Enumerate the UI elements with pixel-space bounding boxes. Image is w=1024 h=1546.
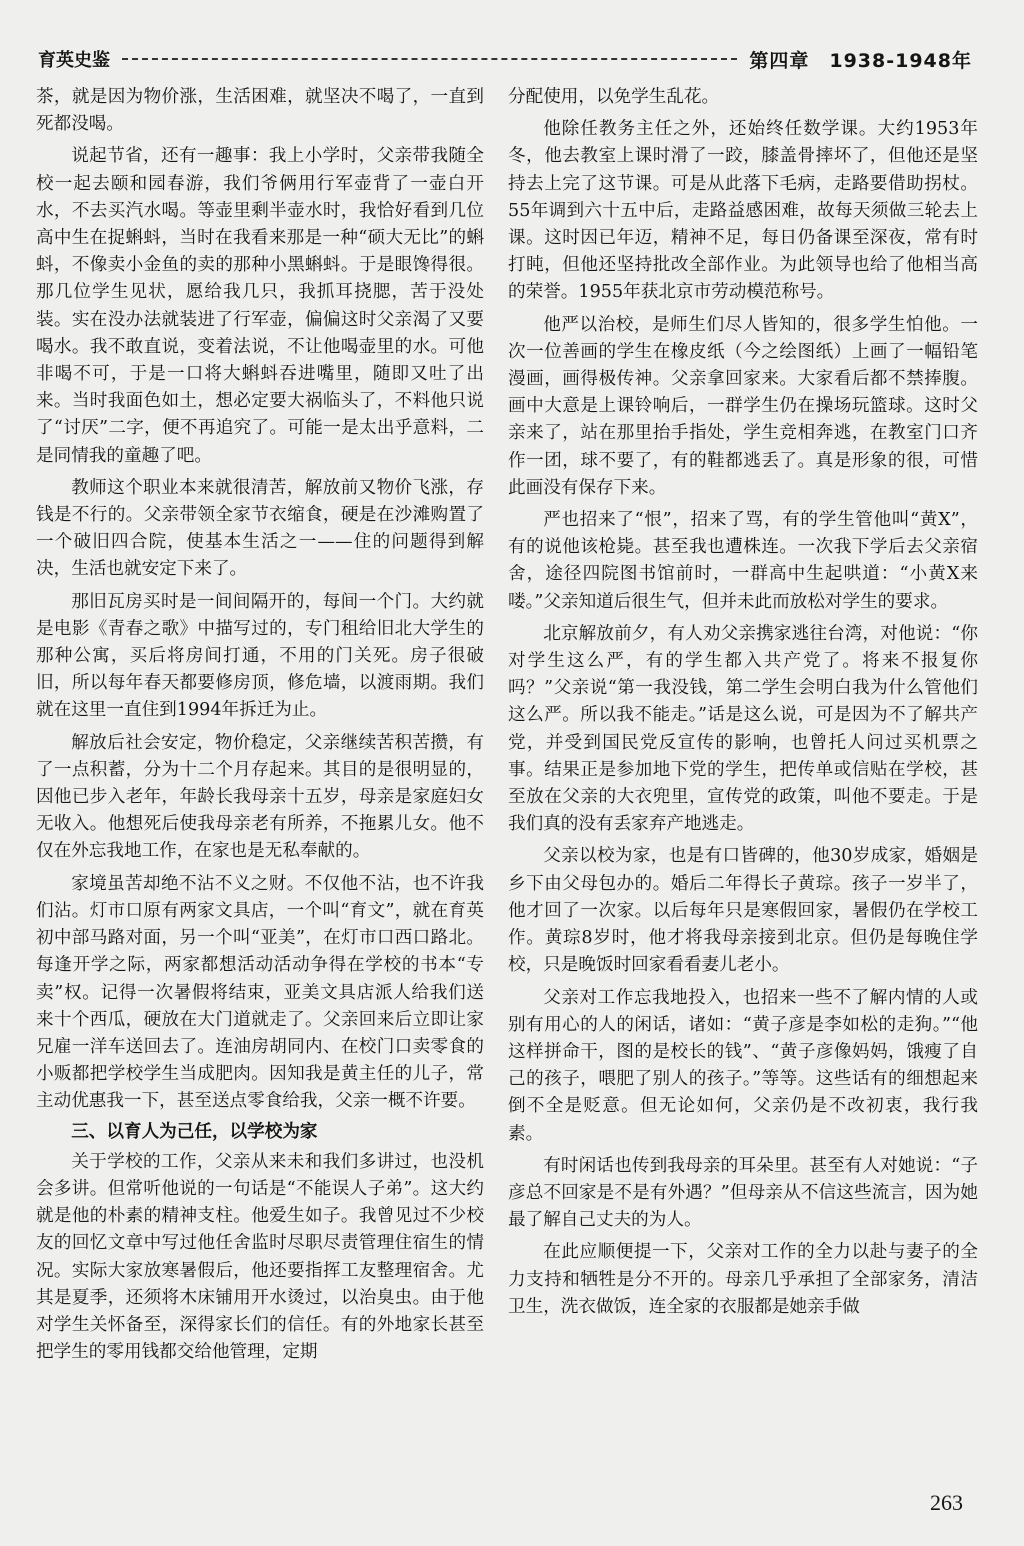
paragraph: 关于学校的工作，父亲从来未和我们多讲过，也没机会多讲。但常听他说的一句话是“不能误人子弟”。这大约就是他的朴素的精神支柱。他爱生如子。我曾见过不少校友的回忆文章中写过他任舍监时尽职尽责管理住宿生的情况。实际大家放寒暑假后，他还要指挥工友整理宿舍。尤其是夏季，还须将木床铺用开水烫过，以治臭虫。由于他对学生关怀备至，深得家长们的信任。有的外地家长甚至把学生的零用钱都交给他管理，定期 xyxy=(36,1151,484,1363)
paragraph: 解放后社会安定，物价稳定，父亲继续苦积苦攒，有了一点积蓄，分为十二个月存起来。其目的是很明显的，因他已步入老年，年龄长我母亲十五岁，母亲是家庭妇女无收入。他想死后使我母亲老有所养，不拖累儿女。他不仅在外忘我地工作，在家也是无私奉献的。 xyxy=(36,732,484,862)
paragraph: 父亲对工作忘我地投入，也招来一些不了解内情的人或别有用心的人的闲话，诸如：“黄子彦是李如松的走狗。”“他这样拼命干，图的是校长的钱”、“黄子彦像妈妈，饿瘦了自己的孩子，喂肥了别人的孩子。”等等。这些话有的细想起来倒不全是贬意。但无论如何，父亲仍是不改初衷，我行我素。 xyxy=(508,987,978,1144)
chapter-title: 第四章 1938-1948年 xyxy=(749,49,972,72)
paragraph: 分配使用，以免学生乱花。 xyxy=(508,87,720,107)
running-header xyxy=(38,44,972,74)
header-dashed-rule xyxy=(122,58,737,60)
paragraph: 他除任教务主任之外，还始终任数学课。大约1953年冬，他去教室上课时滑了一跤，膝盖骨摔坏了，但他还是坚持去上完了这节课。可是从此落下毛病，走路要借助拐杖。55年调到六十五中后，走路益感困难，故每天须做三轮去上课。这时因已年迈，精神不足，每日仍备课至深夜，常有时打盹，但他还坚持批改全部作业。为此领导也给了他相当高的荣誉。1955年获北京市劳动模范称号。 xyxy=(508,119,978,303)
paragraph: 父亲以校为家，也是有口皆碑的，他30岁成家，婚姻是乡下由父母包办的。婚后二年得长子黄琮。孩子一岁半了，他才回了一次家。以后每年只是寒假回家，暑假仍在学校工作。黄琮8岁时，他才将我母亲接到北京。但仍是每晚住学校，只是晚饭时回家看看妻儿老小。 xyxy=(508,846,978,976)
paragraph: 他严以治校，是师生们尽人皆知的，很多学生怕他。一次一位善画的学生在橡皮纸（今之绘图纸）上画了一幅铅笔漫画，画得极传神。父亲拿回家来。大家看后都不禁捧腹。画中大意是上课铃响后，一群学生仍在操场玩篮球。这时父亲来了，站在那里抬手指处，学生竞相奔逃，在教室门口齐作一团，球不要了，有的鞋都逃丢了。真是形象的很，可惜此画没有保存下来。 xyxy=(508,314,978,498)
paragraph: 严也招来了“恨”，招来了骂，有的学生管他叫“黄X”，有的说他该枪毙。甚至我也遭株连。一次我下学后去父亲宿舍，途径四院图书馆前时，一群高中生起哄道：“小黄X来喽。”父亲知道后很生气，但并未此而放松对学生的要求。 xyxy=(508,510,978,612)
book-title: 育英史鉴 xyxy=(38,50,110,71)
paragraph: 有时闲话也传到我母亲的耳朵里。甚至有人对她说：“子彦总不回家是不是有外遇？”但母亲从不信这些流言，因为她最了解自己丈夫的为人。 xyxy=(508,1155,978,1231)
page-number: 263 xyxy=(930,1490,963,1515)
paragraph: 家境虽苦却绝不沾不义之财。不仅他不沾，也不许我们沾。灯市口原有两家文具店，一个叫“育文”，就在育英初中部马路对面，另一个叫“亚美”，在灯市口西口路北。每逢开学之际，两家都想活动活动争得在学校的书本“专卖”权。记得一次暑假将结束，亚美文具店派人给我们送来十个西瓜，硬放在大门道就走了。父亲回来后立即让家兄雇一洋车送回去了。连油房胡同内、在校门口卖零食的小贩都把学校学生当成肥肉。因知我是黄主任的儿子，常主动优惠我一下，甚至送点零食给我，父亲一概不许要。 xyxy=(36,873,484,1112)
paragraph: 教师这个职业本来就很清苦，解放前又物价飞涨，存钱是不行的。父亲带领全家节衣缩食，硬是在沙滩购置了一个破旧四合院，使基本生活之一——住的问题得到解决，生活也就安定下来了。 xyxy=(36,477,484,580)
section-heading: 三、以育人为己任，以学校为家 xyxy=(71,1121,318,1142)
paragraph: 茶，就是因为物价涨，生活困难，就坚决不喝了，一直到死都没喝。 xyxy=(36,87,484,135)
left-column xyxy=(36,84,484,1366)
paragraph: 在此应顺便提一下，父亲对工作的全力以赴与妻子的全力支持和牺牲是分不开的。母亲几乎承担了全部家务，清洁卫生，洗衣做饭，连全家的衣服都是她亲手做 xyxy=(508,1242,978,1317)
paragraph: 北京解放前夕，有人劝父亲携家逃往台湾，对他说：“你对学生这么严，有的学生都入共产党了。将来不报复你吗？”父亲说“第一我没钱，第二学生会明白我为什么管他们这么严。所以我不能走。”话是这么说，可是因为不了解共产党，并受到国民党反宣传的影响，也曾托人问过买机票之事。结果正是参加地下党的学生，把传单或信贴在学校，甚至放在父亲的大衣兜里，宣传党的政策，叫他不要走。于是我们真的没有丢家弃产地逃走。 xyxy=(508,623,978,835)
paragraph: 说起节省，还有一趣事：我上小学时，父亲带我随全校一起去颐和园春游，我们爷俩用行军壶背了一壶白开水，不去买汽水喝。等壶里剩半壶水时，我恰好看到几位高中生在捉蝌蚪，当时在我看来那是一种“硕大无比”的蝌蚪，不像卖小金鱼的卖的那种小黑蝌蚪。于是眼馋得很。那几位学生见状，愿给我几只，我抓耳挠腮，苦于没处装。实在没办法就装进了行军壶，偏偏这时父亲渴了又要喝水。我不敢直说，变着法说，不让他喝壶里的水。可他非喝不可，于是一口将大蝌蚪吞进嘴里，随即又吐了出来。当时我面色如土，想必定要大祸临头了，不料他只说了“讨厌”二字，便不再追究了。可能一是太出乎意料，二是同情我的童趣了吧。 xyxy=(36,146,484,466)
right-column xyxy=(508,84,978,1321)
paragraph: 那旧瓦房买时是一间间隔开的，每间一个门。大约就是电影《青春之歌》中描写过的，专门租给旧北大学生的那种公寓，买后将房间打通，不用的门关死。房子很破旧，所以每年春天都要修房顶，修危墙，以渡雨期。我们就在这里一直住到1994年拆迁为止。 xyxy=(36,591,484,721)
